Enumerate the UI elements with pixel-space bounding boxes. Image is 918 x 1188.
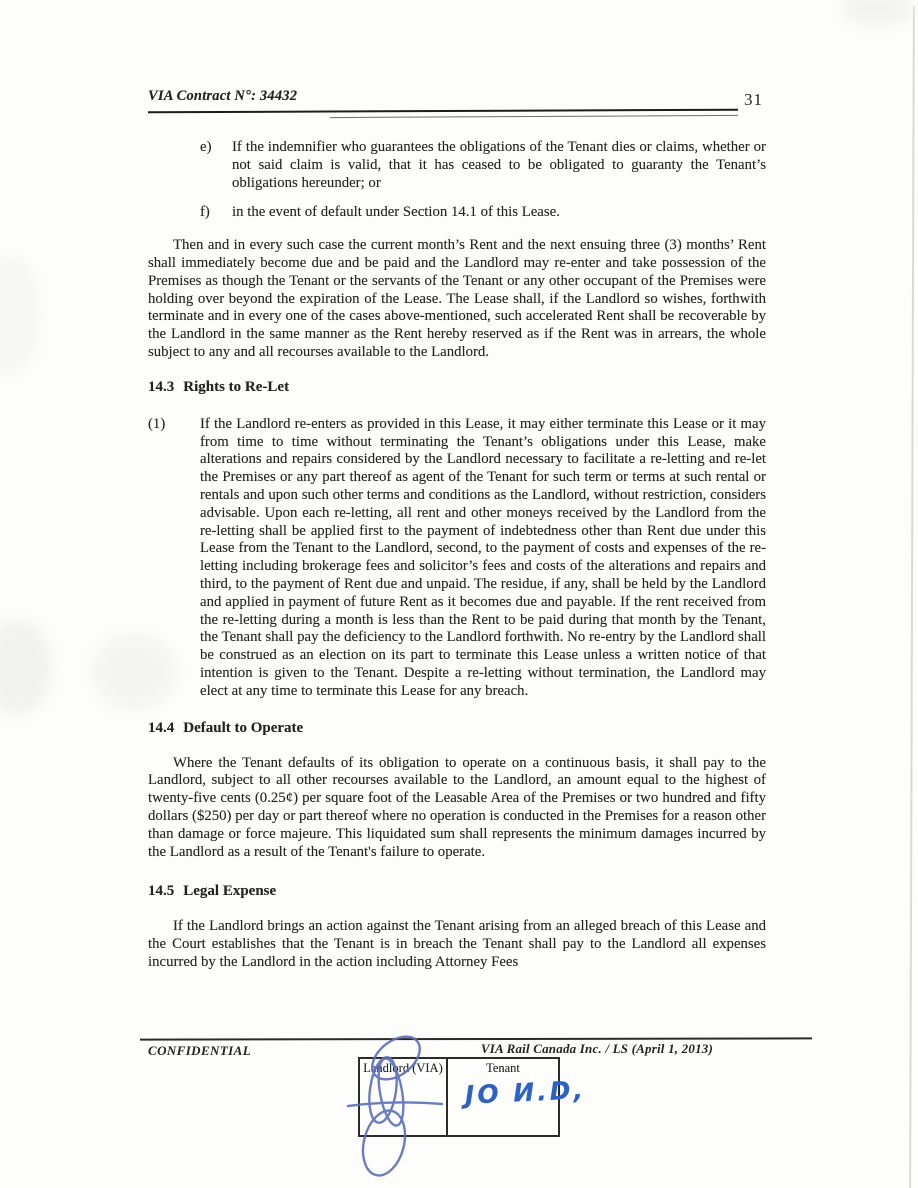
section-heading-14-4 <box>148 719 766 737</box>
scan-smudge <box>842 0 912 26</box>
section-14-4-paragraph: Where the Tenant defaults of its obligation to operate on a continuous basis, it shall pay to the Landlord, subject to all other recourses available to the Landlord, an amount equal to the highest of twenty-five cents (0.25¢) per square foot of the Leasable Area of the Premises or two hundred and fifty dollars ($250) per day or part thereof where no operation is conducted in the Premises for a reason other than damage or force majeure. This liquidated sum shall represents the minimum damages incurred by the Landlord as a result of the Tenant's failure to operate. <box>148 754 766 860</box>
document-body <box>148 139 766 988</box>
tenant-label: Tenant <box>486 1061 520 1075</box>
acceleration-paragraph: Then and in every such case the current month’s Rent and the next ensuing three (3) months’ Rent shall immediately become due and be paid and the Landlord may re-enter and take possession of the Premises as though the Tenant or the servants of the Tenant or any other occupant of the Premises were holding over beyond the expiration of the Lease. The Lease shall, if the Landlord so wishes, forthwith terminate and in every one of the cases above-mentioned, such accelerated Rent shall be recoverable by the Landlord in the same manner as the Rent hereby reserved as if the Rent was in arrears, the whole subject to any and all recourses available to the Landlord. <box>148 237 766 360</box>
section-heading-14-5 <box>148 882 766 900</box>
footer-document-reference: VIA Rail Canada Inc. / LS (April 1, 2013) <box>480 1041 713 1056</box>
section-number: 14.5 <box>148 883 175 900</box>
landlord-signature-ink <box>338 1028 458 1188</box>
scan-edge-line <box>909 6 915 1188</box>
clause-text: If the indemnifier who guarantees the obligations of the Tenant dies or claims, whether or not said claim is valid, that it has ceased to be obligated to guaranty the Tenant’s obligations hereunder; or <box>232 139 766 191</box>
clause-e <box>200 139 766 192</box>
tenant-signature-ink: JO И.D, <box>464 1075 587 1110</box>
clause-f <box>200 204 766 222</box>
section-title: Legal Expense <box>183 883 277 900</box>
landlord-label: Landlord (VIA) <box>363 1061 443 1075</box>
page-number: 31 <box>744 90 763 109</box>
clause-label: e) <box>200 139 212 155</box>
section-heading-14-3 <box>148 378 766 396</box>
section-number: 14.4 <box>148 719 175 736</box>
clause-text: in the event of default under Section 14.1 of this Lease. <box>232 204 560 221</box>
section-number: 14.3 <box>148 378 175 395</box>
scan-smudge <box>0 255 40 375</box>
clause-label: f) <box>200 204 210 221</box>
header-contract-number: VIA Contract N°: 34432 <box>148 88 298 104</box>
section-14-3-item-1 <box>148 416 766 701</box>
section-title: Rights to Re-Let <box>183 378 290 395</box>
section-14-5-paragraph: If the Landlord brings an action against the Tenant arising from an alleged breach of this Lease and the Court establishes that the Tenant is in breach the Tenant shall pay to the Landlord all expenses incurred by the Landlord in the action including Attorney Fees <box>148 918 766 970</box>
header-rule <box>148 109 738 114</box>
header-rule-shadow <box>330 115 738 118</box>
section-title: Default to Operate <box>183 719 304 736</box>
item-label: (1) <box>148 415 166 432</box>
scan-smudge <box>0 620 52 715</box>
item-text: If the Landlord re-enters as provided in this Lease, it may either terminate this Lease or it may from time to time without terminating the Tenant’s obligations under this Lease, make alterations and repairs considered by the Landlord necessary to facilitate a re-letting and re-let the Premises or any part thereof as agent of the Tenant for such term or terms at such rental or rentals and upon such other terms and conditions as the Landlord, without restriction, considers advisable. Upon each re-letting, all rent and other moneys received by the Landlord from the re-letting shall be applied first to the payment of indebtedness other than Rent due under this Lease from the Tenant to the Landlord, second, to the payment of costs and expenses of the re-letting including brokerage fees and solicitor’s fees and costs of the alterations and repairs and third, to the payment of Rent due and unpaid. The residue, if any, shall be held by the Landlord and applied in payment of future Rent as it becomes due and payable. If the rent received from the re-letting during a month is less than the Rent to be paid during that month by the Tenant, the Tenant shall pay the deficiency to the Landlord forthwith. No re-entry by the Landlord shall be construed as an election on its part to terminate this Lease unless a written notice of that intention is given to the Tenant. Despite a re-letting without termination, the Landlord may elect at any time to terminate this Lease for any breach. <box>200 415 766 699</box>
confidential-label: CONFIDENTIAL <box>148 1043 252 1058</box>
